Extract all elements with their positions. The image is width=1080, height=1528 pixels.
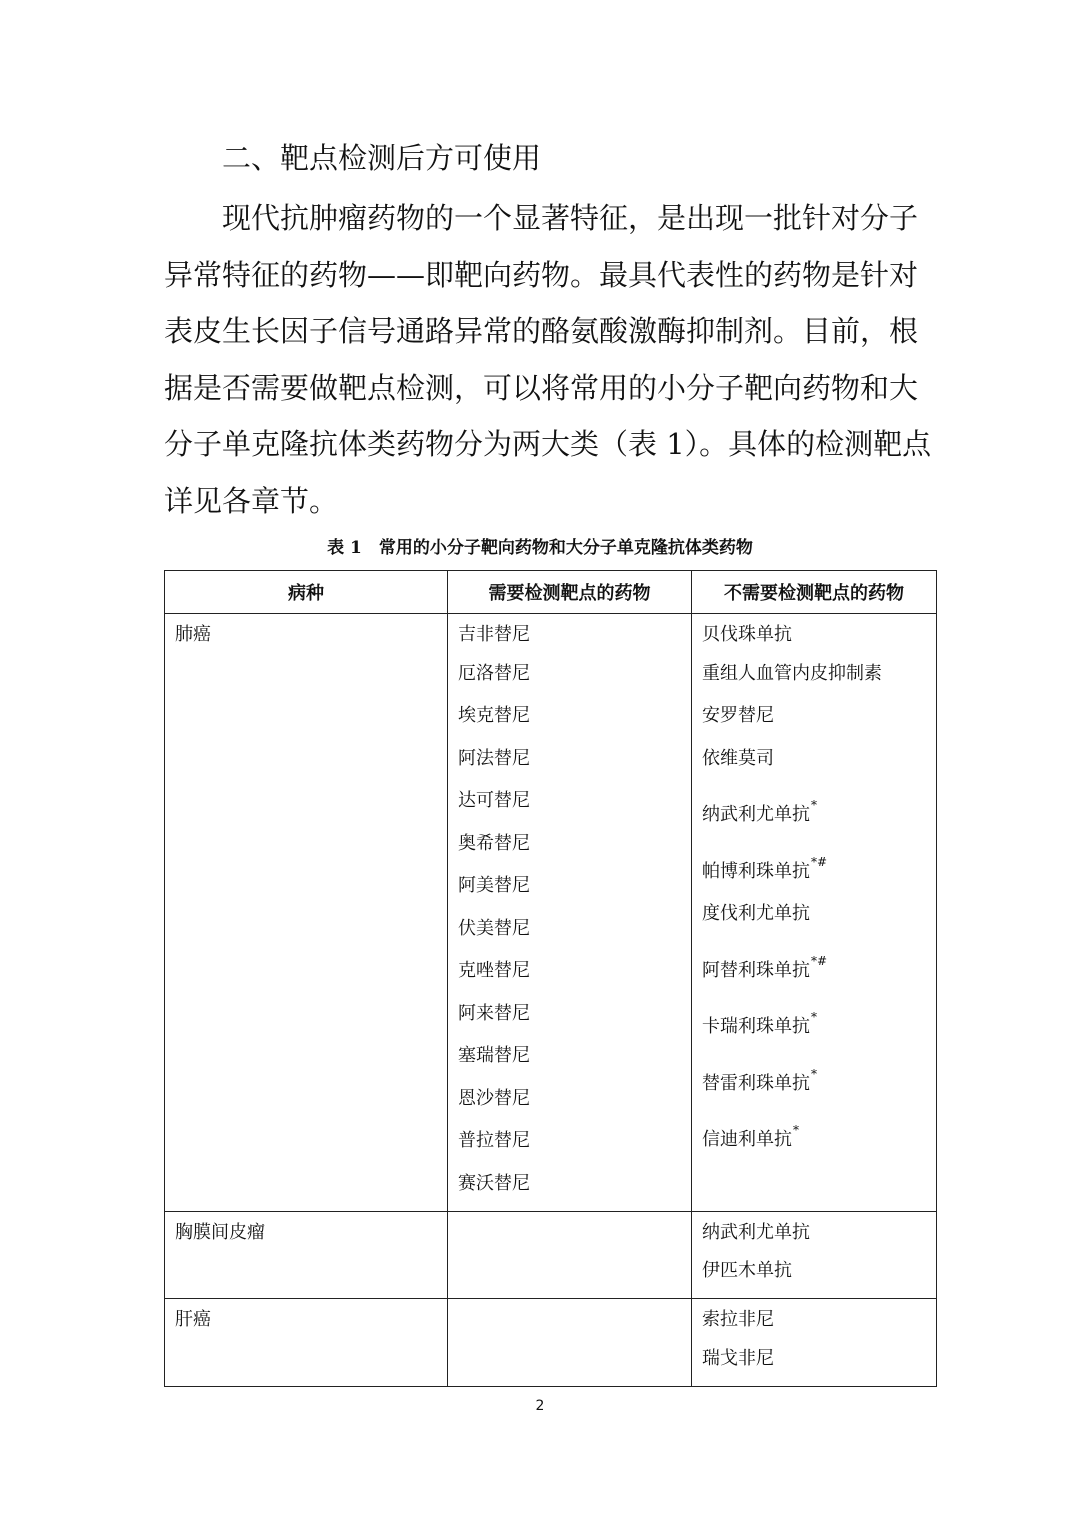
drug-name: 贝伐珠单抗 (702, 624, 792, 645)
drug-entry (702, 648, 926, 691)
drug-name: 吉非替尼 (458, 624, 530, 645)
column-header-test-required: 需要检测靶点的药物 (448, 571, 692, 614)
footnote-mark: *# (811, 854, 828, 869)
paragraph-line: 分子单克隆抗体类药物分为两大类（表 1）。具体的检测靶点 (164, 427, 932, 461)
footnote-mark: * (793, 1123, 799, 1137)
disease-name: 胸膜间皮瘤 (175, 1221, 265, 1243)
drug-name: 达可替尼 (458, 790, 530, 811)
disease-name: 肝癌 (175, 1309, 211, 1330)
footnote-mark: * (811, 1010, 817, 1024)
column-header-disease: 病种 (165, 571, 448, 614)
drug-entry (702, 1333, 926, 1376)
drug-entry (702, 776, 926, 833)
drug-name: 纳武利尤单抗 (702, 804, 810, 825)
disease-name: 肺癌 (175, 624, 211, 645)
drug-name: 重组人血管内皮抑制素 (702, 662, 882, 684)
drug-name: 普拉替尼 (458, 1130, 530, 1151)
test-not-required-cell (692, 1299, 937, 1387)
page-number: 2 (535, 1398, 545, 1414)
drug-name: 阿美替尼 (458, 875, 530, 896)
drug-name: 索拉非尼 (702, 1309, 774, 1330)
drug-name: 阿法替尼 (458, 747, 530, 769)
paragraph-line: 现代抗肿瘤药物的一个显著特征，是出现一批针对分子 (222, 201, 919, 235)
drug-name: 信迪利单抗 (702, 1129, 792, 1150)
drug-table (164, 570, 937, 1387)
drug-name: 奥希替尼 (458, 832, 530, 854)
table-body (165, 614, 937, 1387)
drug-entry (702, 1220, 926, 1246)
test-required-cell (448, 1211, 692, 1299)
drug-name: 安罗替尼 (702, 705, 774, 726)
drug-entry (702, 622, 926, 648)
drug-name: 伊匹木单抗 (702, 1260, 792, 1281)
paragraph-line: 表皮生长因子信号通路异常的酪氨酸激酶抑制剂。目前，根 (164, 314, 919, 348)
table-row (165, 1299, 937, 1387)
column-header-test-not-required: 不需要检测靶点的药物 (692, 571, 937, 614)
disease-cell (165, 614, 448, 1212)
drug-name: 克唑替尼 (458, 960, 530, 981)
drug-entry (702, 832, 926, 889)
section-heading: 二、靶点检测后方可使用 (222, 141, 542, 175)
drug-name: 塞瑞替尼 (458, 1045, 530, 1066)
drug-name: 依维莫司 (702, 747, 774, 769)
paragraph-line: 据是否需要做靶点检测，可以将常用的小分子靶向药物和大 (164, 370, 919, 405)
drug-name: 帕博利珠单抗 (702, 860, 810, 882)
body-paragraph (164, 190, 932, 529)
footnote-mark: * (811, 1066, 817, 1081)
test-not-required-cell (692, 614, 937, 1212)
drug-name: 度伐利尤单抗 (702, 903, 810, 924)
drug-name: 阿来替尼 (458, 1002, 530, 1024)
drug-name: 恩沙替尼 (458, 1087, 530, 1109)
table-row (165, 1211, 937, 1299)
drug-name: 阿替利珠单抗 (702, 959, 810, 981)
drug-entry (702, 733, 926, 776)
drug-name: 瑞戈非尼 (702, 1347, 774, 1369)
footnote-mark: * (811, 798, 817, 812)
test-required-cell (448, 1299, 692, 1387)
drug-name: 伏美替尼 (458, 917, 530, 939)
drug-entry (702, 988, 926, 1045)
drug-name: 埃克替尼 (458, 705, 530, 726)
paragraph-line: 详见各章节。 (164, 483, 339, 518)
footnote-mark: *# (811, 953, 828, 968)
drug-entry (702, 1044, 926, 1101)
drug-name: 厄洛替尼 (458, 662, 530, 684)
drug-entry (702, 691, 926, 734)
drug-entry (702, 1246, 926, 1289)
drug-name: 卡瑞利珠单抗 (702, 1016, 810, 1037)
disease-cell (165, 1211, 448, 1299)
disease-cell (165, 1299, 448, 1387)
drug-entry (702, 1307, 926, 1333)
table-row (165, 614, 937, 1212)
drug-entry (702, 889, 926, 932)
drug-entry (702, 931, 926, 988)
drug-name: 纳武利尤单抗 (702, 1221, 810, 1243)
table-header-row (165, 571, 937, 614)
drug-name: 赛沃替尼 (458, 1172, 530, 1194)
test-required-cell (448, 614, 692, 1212)
test-not-required-cell (692, 1211, 937, 1299)
table-caption: 表 1 常用的小分子靶向药物和大分子单克隆抗体类药物 (327, 538, 753, 558)
drug-entry (702, 1101, 926, 1158)
drug-name: 替雷利珠单抗 (702, 1072, 810, 1094)
paragraph-line: 异常特征的药物——即靶向药物。最具代表性的药物是针对 (164, 257, 919, 292)
